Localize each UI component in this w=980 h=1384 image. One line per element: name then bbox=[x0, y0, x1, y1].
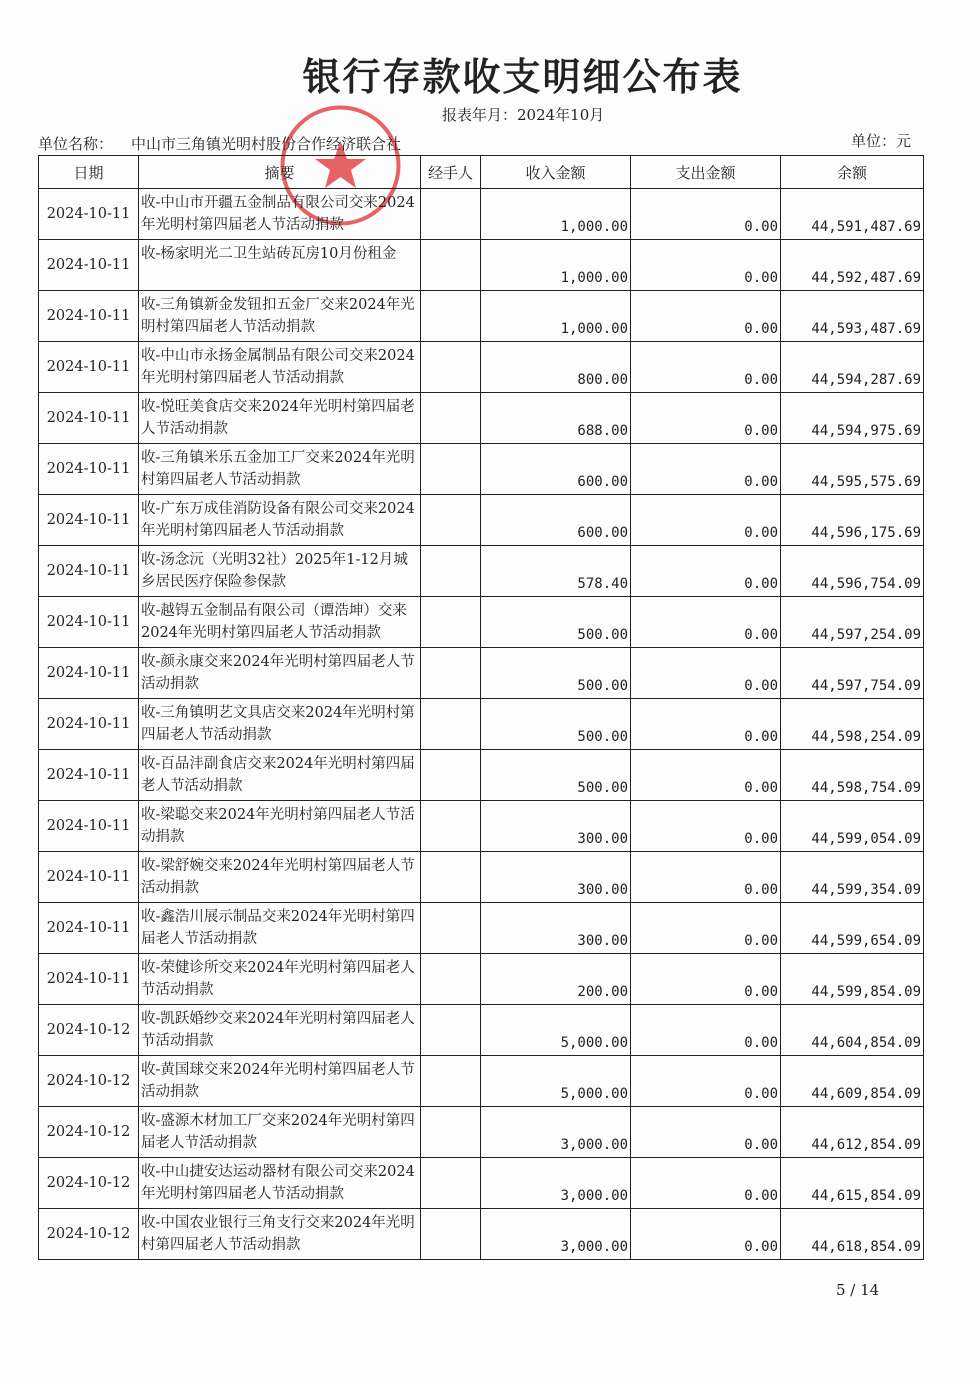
table-row bbox=[39, 1158, 924, 1209]
table-row bbox=[39, 1209, 924, 1260]
summary-cell: 收-中国农业银行三角支行交来2024年光明村第四届老人节活动捐款 bbox=[139, 1209, 421, 1260]
income-cell: 600.00 bbox=[481, 444, 631, 495]
balance-cell: 44,596,754.09 bbox=[781, 546, 924, 597]
income-cell: 3,000.00 bbox=[481, 1158, 631, 1209]
handler-cell bbox=[421, 240, 481, 291]
expense-cell: 0.00 bbox=[631, 495, 781, 546]
income-cell: 500.00 bbox=[481, 648, 631, 699]
date-cell: 2024-10-12 bbox=[39, 1107, 139, 1158]
handler-cell bbox=[421, 597, 481, 648]
income-cell: 200.00 bbox=[481, 954, 631, 1005]
expense-cell: 0.00 bbox=[631, 1056, 781, 1107]
expense-cell: 0.00 bbox=[631, 291, 781, 342]
income-cell: 3,000.00 bbox=[481, 1107, 631, 1158]
expense-cell: 0.00 bbox=[631, 699, 781, 750]
summary-cell: 收-荣健诊所交来2024年光明村第四届老人节活动捐款 bbox=[139, 954, 421, 1005]
balance-cell: 44,597,754.09 bbox=[781, 648, 924, 699]
income-cell: 1,000.00 bbox=[481, 291, 631, 342]
expense-cell: 0.00 bbox=[631, 240, 781, 291]
currency-unit: 单位：元 bbox=[851, 132, 912, 150]
expense-cell: 0.00 bbox=[631, 444, 781, 495]
expense-cell: 0.00 bbox=[631, 954, 781, 1005]
summary-cell: 收-黄国球交来2024年光明村第四届老人节活动捐款 bbox=[139, 1056, 421, 1107]
expense-cell: 0.00 bbox=[631, 546, 781, 597]
table-row bbox=[39, 240, 924, 291]
summary-cell: 收-百品沣副食店交来2024年光明村第四届老人节活动捐款 bbox=[139, 750, 421, 801]
income-cell: 5,000.00 bbox=[481, 1056, 631, 1107]
date-cell: 2024-10-11 bbox=[39, 597, 139, 648]
handler-cell bbox=[421, 903, 481, 954]
income-cell: 300.00 bbox=[481, 801, 631, 852]
date-cell: 2024-10-11 bbox=[39, 801, 139, 852]
table-row bbox=[39, 1107, 924, 1158]
handler-cell bbox=[421, 342, 481, 393]
column-header: 经手人 bbox=[421, 156, 481, 189]
balance-cell: 44,618,854.09 bbox=[781, 1209, 924, 1260]
date-cell: 2024-10-11 bbox=[39, 393, 139, 444]
table-row bbox=[39, 1056, 924, 1107]
column-header: 余额 bbox=[781, 156, 924, 189]
unit-label: 单位名称： bbox=[38, 135, 114, 153]
table-row bbox=[39, 750, 924, 801]
handler-cell bbox=[421, 750, 481, 801]
date-cell: 2024-10-11 bbox=[39, 189, 139, 240]
date-cell: 2024-10-11 bbox=[39, 750, 139, 801]
summary-cell: 收-越锝五金制品有限公司（谭浩坤）交来2024年光明村第四届老人节活动捐款 bbox=[139, 597, 421, 648]
page-number: 5 / 14 bbox=[836, 1281, 880, 1299]
expense-cell: 0.00 bbox=[631, 648, 781, 699]
table-row bbox=[39, 342, 924, 393]
unit-name: 中山市三角镇光明村股份合作经济联合社 bbox=[131, 135, 402, 153]
balance-cell: 44,604,854.09 bbox=[781, 1005, 924, 1056]
column-header: 收入金额 bbox=[481, 156, 631, 189]
expense-cell: 0.00 bbox=[631, 597, 781, 648]
handler-cell bbox=[421, 801, 481, 852]
handler-cell bbox=[421, 1158, 481, 1209]
date-cell: 2024-10-11 bbox=[39, 444, 139, 495]
date-cell: 2024-10-11 bbox=[39, 648, 139, 699]
summary-cell: 收-杨家明光二卫生站砖瓦房10月份租金 bbox=[139, 240, 421, 291]
income-cell: 500.00 bbox=[481, 597, 631, 648]
table-row bbox=[39, 852, 924, 903]
table-row bbox=[39, 189, 924, 240]
summary-cell: 收-广东万成佳消防设备有限公司交来2024年光明村第四届老人节活动捐款 bbox=[139, 495, 421, 546]
handler-cell bbox=[421, 954, 481, 1005]
unit-name-line bbox=[38, 133, 401, 154]
date-cell: 2024-10-12 bbox=[39, 1209, 139, 1260]
table-row bbox=[39, 699, 924, 750]
expense-cell: 0.00 bbox=[631, 1158, 781, 1209]
expense-cell: 0.00 bbox=[631, 1107, 781, 1158]
handler-cell bbox=[421, 648, 481, 699]
summary-cell: 收-盛源木材加工厂交来2024年光明村第四届老人节活动捐款 bbox=[139, 1107, 421, 1158]
handler-cell bbox=[421, 1005, 481, 1056]
balance-cell: 44,595,575.69 bbox=[781, 444, 924, 495]
expense-cell: 0.00 bbox=[631, 189, 781, 240]
date-cell: 2024-10-11 bbox=[39, 903, 139, 954]
balance-cell: 44,597,254.09 bbox=[781, 597, 924, 648]
balance-cell: 44,599,654.09 bbox=[781, 903, 924, 954]
income-cell: 500.00 bbox=[481, 750, 631, 801]
date-cell: 2024-10-11 bbox=[39, 546, 139, 597]
balance-cell: 44,598,754.09 bbox=[781, 750, 924, 801]
balance-cell: 44,598,254.09 bbox=[781, 699, 924, 750]
handler-cell bbox=[421, 852, 481, 903]
balance-cell: 44,615,854.09 bbox=[781, 1158, 924, 1209]
summary-cell: 收-三角镇米乐五金加工厂交来2024年光明村第四届老人节活动捐款 bbox=[139, 444, 421, 495]
summary-cell: 收-凯跃婚纱交来2024年光明村第四届老人节活动捐款 bbox=[139, 1005, 421, 1056]
balance-cell: 44,599,854.09 bbox=[781, 954, 924, 1005]
table-row bbox=[39, 903, 924, 954]
date-cell: 2024-10-11 bbox=[39, 954, 139, 1005]
expense-cell: 0.00 bbox=[631, 903, 781, 954]
table-row bbox=[39, 597, 924, 648]
income-cell: 1,000.00 bbox=[481, 189, 631, 240]
expense-cell: 0.00 bbox=[631, 750, 781, 801]
expense-cell: 0.00 bbox=[631, 393, 781, 444]
table-row bbox=[39, 1005, 924, 1056]
table-header bbox=[39, 156, 924, 189]
handler-cell bbox=[421, 444, 481, 495]
handler-cell bbox=[421, 393, 481, 444]
column-header: 支出金额 bbox=[631, 156, 781, 189]
income-cell: 578.40 bbox=[481, 546, 631, 597]
handler-cell bbox=[421, 546, 481, 597]
handler-cell bbox=[421, 495, 481, 546]
column-header: 摘要 bbox=[139, 156, 421, 189]
income-cell: 800.00 bbox=[481, 342, 631, 393]
table-row bbox=[39, 546, 924, 597]
summary-cell: 收-三角镇新金发钮扣五金厂交来2024年光明村第四届老人节活动捐款 bbox=[139, 291, 421, 342]
income-cell: 500.00 bbox=[481, 699, 631, 750]
summary-cell: 收-梁聪交来2024年光明村第四届老人节活动捐款 bbox=[139, 801, 421, 852]
balance-cell: 44,592,487.69 bbox=[781, 240, 924, 291]
expense-cell: 0.00 bbox=[631, 342, 781, 393]
date-cell: 2024-10-11 bbox=[39, 699, 139, 750]
summary-cell: 收-梁舒婉交来2024年光明村第四届老人节活动捐款 bbox=[139, 852, 421, 903]
summary-cell: 收-中山捷安达运动器材有限公司交来2024年光明村第四届老人节活动捐款 bbox=[139, 1158, 421, 1209]
table-row bbox=[39, 444, 924, 495]
date-cell: 2024-10-11 bbox=[39, 852, 139, 903]
summary-cell: 收-悦旺美食店交来2024年光明村第四届老人节活动捐款 bbox=[139, 393, 421, 444]
balance-cell: 44,593,487.69 bbox=[781, 291, 924, 342]
table-row bbox=[39, 495, 924, 546]
date-cell: 2024-10-11 bbox=[39, 240, 139, 291]
balance-cell: 44,596,175.69 bbox=[781, 495, 924, 546]
balance-cell: 44,612,854.09 bbox=[781, 1107, 924, 1158]
expense-cell: 0.00 bbox=[631, 852, 781, 903]
summary-cell: 收-三角镇明艺文具店交来2024年光明村第四届老人节活动捐款 bbox=[139, 699, 421, 750]
handler-cell bbox=[421, 1209, 481, 1260]
date-cell: 2024-10-11 bbox=[39, 495, 139, 546]
column-header: 日期 bbox=[39, 156, 139, 189]
income-cell: 688.00 bbox=[481, 393, 631, 444]
table-row bbox=[39, 393, 924, 444]
table-row bbox=[39, 291, 924, 342]
summary-cell: 收-颜永康交来2024年光明村第四届老人节活动捐款 bbox=[139, 648, 421, 699]
table-row bbox=[39, 954, 924, 1005]
handler-cell bbox=[421, 189, 481, 240]
date-cell: 2024-10-11 bbox=[39, 291, 139, 342]
table-row bbox=[39, 801, 924, 852]
income-cell: 3,000.00 bbox=[481, 1209, 631, 1260]
summary-cell: 收-中山市开疆五金制品有限公司交来2024年光明村第四届老人节活动捐款 bbox=[139, 189, 421, 240]
income-cell: 5,000.00 bbox=[481, 1005, 631, 1056]
date-cell: 2024-10-12 bbox=[39, 1056, 139, 1107]
balance-cell: 44,609,854.09 bbox=[781, 1056, 924, 1107]
handler-cell bbox=[421, 291, 481, 342]
report-period: 报表年月：2024年10月 bbox=[442, 106, 605, 124]
income-cell: 300.00 bbox=[481, 903, 631, 954]
income-cell: 1,000.00 bbox=[481, 240, 631, 291]
expense-cell: 0.00 bbox=[631, 1209, 781, 1260]
table-row bbox=[39, 648, 924, 699]
handler-cell bbox=[421, 1107, 481, 1158]
balance-cell: 44,594,287.69 bbox=[781, 342, 924, 393]
expense-cell: 0.00 bbox=[631, 1005, 781, 1056]
handler-cell bbox=[421, 1056, 481, 1107]
summary-cell: 收-中山市永扬金属制品有限公司交来2024年光明村第四届老人节活动捐款 bbox=[139, 342, 421, 393]
date-cell: 2024-10-11 bbox=[39, 342, 139, 393]
date-cell: 2024-10-12 bbox=[39, 1005, 139, 1056]
income-cell: 300.00 bbox=[481, 852, 631, 903]
page-title: 银行存款收支明细公布表 bbox=[302, 55, 743, 99]
balance-cell: 44,591,487.69 bbox=[781, 189, 924, 240]
handler-cell bbox=[421, 699, 481, 750]
summary-cell: 收-鑫浩川展示制品交来2024年光明村第四届老人节活动捐款 bbox=[139, 903, 421, 954]
summary-cell: 收-汤念沅（光明32社）2025年1-12月城乡居民医疗保险参保款 bbox=[139, 546, 421, 597]
ledger-table bbox=[38, 155, 924, 1260]
income-cell: 600.00 bbox=[481, 495, 631, 546]
date-cell: 2024-10-12 bbox=[39, 1158, 139, 1209]
balance-cell: 44,599,054.09 bbox=[781, 801, 924, 852]
balance-cell: 44,599,354.09 bbox=[781, 852, 924, 903]
expense-cell: 0.00 bbox=[631, 801, 781, 852]
balance-cell: 44,594,975.69 bbox=[781, 393, 924, 444]
